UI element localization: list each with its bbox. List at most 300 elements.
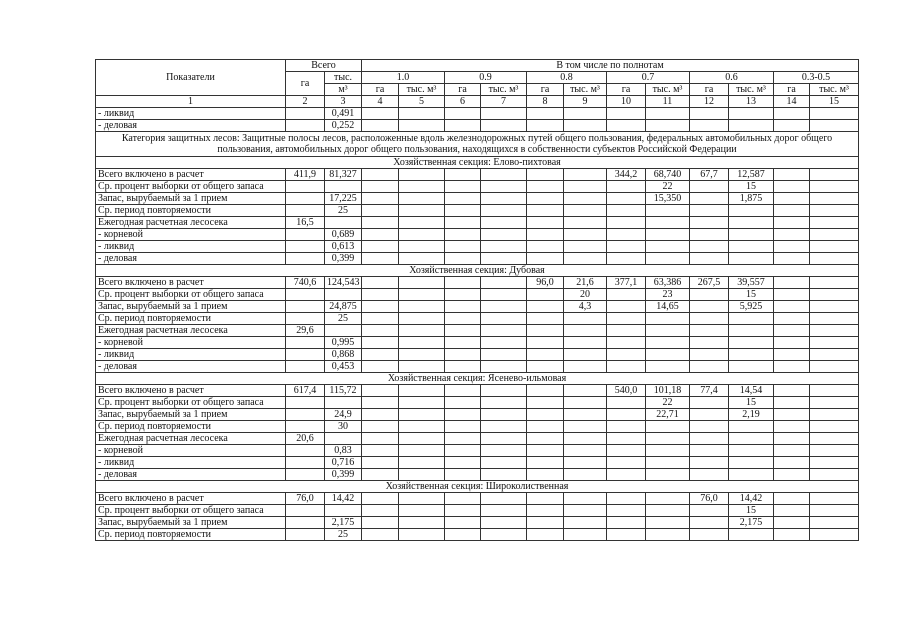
table-cell <box>690 253 729 265</box>
row-label: Всего включено в расчет <box>96 385 286 397</box>
table-cell <box>607 313 646 325</box>
category-title: Категория защитных лесов: Защитные полосы лесов, расположенные вдоль железнодорожных путей общего пользования, федеральных автомобильных дорог общего пользования, автомобильных дорог общего пользования, находящихся в собственности субъектов Российской Федерации <box>96 132 859 157</box>
table-cell <box>399 493 445 505</box>
table-cell <box>481 457 527 469</box>
table-cell <box>729 349 774 361</box>
table-cell <box>607 193 646 205</box>
section-title: Хозяйственная секция: Ясенево-ильмовая <box>96 373 859 385</box>
table-cell <box>445 241 481 253</box>
table-cell <box>774 229 810 241</box>
table-cell <box>646 349 690 361</box>
table-cell <box>729 217 774 229</box>
table-cell <box>481 469 527 481</box>
table-row <box>96 205 859 217</box>
table-cell <box>729 120 774 132</box>
table-cell <box>399 205 445 217</box>
table-cell <box>286 205 325 217</box>
row-label: Всего включено в расчет <box>96 169 286 181</box>
table-cell <box>729 337 774 349</box>
row-label: - деловая <box>96 361 286 373</box>
section-title: Хозяйственная секция: Елово-пихтовая <box>96 157 859 169</box>
table-cell <box>646 493 690 505</box>
table-cell <box>774 445 810 457</box>
table-cell <box>399 181 445 193</box>
table-row <box>96 325 859 337</box>
header-indicators: Показатели <box>96 60 286 96</box>
table-cell <box>810 289 859 301</box>
table-cell <box>774 397 810 409</box>
table-cell <box>729 421 774 433</box>
table-cell <box>810 253 859 265</box>
table-cell <box>362 181 399 193</box>
table-cell <box>362 505 399 517</box>
row-label: Ср. период повторяемости <box>96 313 286 325</box>
section-title: Хозяйственная секция: Дубовая <box>96 265 859 277</box>
table-cell <box>646 529 690 541</box>
table-cell <box>527 181 564 193</box>
table-cell <box>527 517 564 529</box>
table-cell <box>527 241 564 253</box>
table-cell <box>690 181 729 193</box>
table-cell <box>286 409 325 421</box>
table-cell <box>286 349 325 361</box>
table-row <box>96 241 859 253</box>
table-cell <box>527 229 564 241</box>
table-cell <box>325 505 362 517</box>
table-row <box>96 289 859 301</box>
table-cell <box>481 277 527 289</box>
table-cell <box>690 457 729 469</box>
table-cell: 1,875 <box>729 193 774 205</box>
table-cell <box>362 529 399 541</box>
table-row <box>96 313 859 325</box>
table-cell <box>362 397 399 409</box>
table-cell: 2,175 <box>325 517 362 529</box>
table-cell <box>362 433 399 445</box>
row-label: Запас, вырубаемый за 1 прием <box>96 409 286 421</box>
table-cell <box>810 409 859 421</box>
table-cell <box>607 253 646 265</box>
table-cell <box>481 241 527 253</box>
table-cell <box>527 433 564 445</box>
table-cell <box>362 108 399 120</box>
table-cell: 0,453 <box>325 361 362 373</box>
table-cell <box>527 289 564 301</box>
table-cell <box>399 361 445 373</box>
table-cell <box>810 529 859 541</box>
table-cell <box>399 289 445 301</box>
table-cell <box>607 337 646 349</box>
header-unit-ha: га <box>690 84 729 96</box>
table-cell <box>362 361 399 373</box>
table-cell <box>445 421 481 433</box>
table-cell <box>690 397 729 409</box>
table-cell <box>646 457 690 469</box>
table-cell <box>481 205 527 217</box>
table-cell <box>729 433 774 445</box>
table-cell <box>564 120 607 132</box>
table-cell <box>774 433 810 445</box>
table-cell <box>481 325 527 337</box>
table-cell <box>774 517 810 529</box>
table-cell: 377,1 <box>607 277 646 289</box>
table-cell <box>774 217 810 229</box>
header-density-6: 0.3-0.5 <box>774 72 859 84</box>
table-cell <box>729 241 774 253</box>
table-cell <box>564 505 607 517</box>
table-cell <box>481 253 527 265</box>
table-cell: 96,0 <box>527 277 564 289</box>
table-cell: 25 <box>325 313 362 325</box>
table-cell <box>362 217 399 229</box>
table-cell <box>607 457 646 469</box>
column-number: 14 <box>774 96 810 108</box>
table-cell <box>646 469 690 481</box>
table-cell <box>481 433 527 445</box>
table-cell <box>774 361 810 373</box>
table-cell <box>527 205 564 217</box>
table-cell <box>564 397 607 409</box>
table-cell <box>810 181 859 193</box>
table-cell <box>325 397 362 409</box>
table-row <box>96 517 859 529</box>
table-cell <box>646 108 690 120</box>
table-cell <box>527 529 564 541</box>
table-cell <box>564 493 607 505</box>
table-cell: 0,83 <box>325 445 362 457</box>
table-cell <box>564 169 607 181</box>
table-cell: 0,613 <box>325 241 362 253</box>
table-cell <box>362 241 399 253</box>
table-cell <box>362 205 399 217</box>
table-cell: 20 <box>564 289 607 301</box>
table-cell <box>810 505 859 517</box>
table-cell <box>362 421 399 433</box>
table-cell <box>527 505 564 517</box>
header-unit-volume: тыс. м³ <box>481 84 527 96</box>
row-label: Запас, вырубаемый за 1 прием <box>96 301 286 313</box>
header-density-5: 0.6 <box>690 72 774 84</box>
table-cell <box>362 253 399 265</box>
table-cell <box>774 301 810 313</box>
table-cell <box>445 169 481 181</box>
table-cell <box>362 493 399 505</box>
table-cell <box>690 193 729 205</box>
table-row <box>96 193 859 205</box>
row-label: Ежегодная расчетная лесосека <box>96 217 286 229</box>
table-cell <box>607 517 646 529</box>
table-cell <box>445 325 481 337</box>
table-cell <box>481 493 527 505</box>
column-number: 15 <box>810 96 859 108</box>
table-cell <box>286 445 325 457</box>
table-cell <box>564 457 607 469</box>
section-row <box>96 265 859 277</box>
table-cell <box>774 169 810 181</box>
table-cell: 740,6 <box>286 277 325 289</box>
table-row <box>96 169 859 181</box>
table-cell <box>774 349 810 361</box>
table-cell <box>607 421 646 433</box>
table-cell <box>286 517 325 529</box>
table-cell: 12,587 <box>729 169 774 181</box>
document-sheet <box>95 59 859 541</box>
table-cell: 2,19 <box>729 409 774 421</box>
table-cell <box>399 385 445 397</box>
table-cell <box>286 120 325 132</box>
table-cell <box>481 301 527 313</box>
table-cell <box>810 493 859 505</box>
row-label: Запас, вырубаемый за 1 прием <box>96 517 286 529</box>
header-unit-ha: га <box>607 84 646 96</box>
table-cell <box>810 361 859 373</box>
table-cell <box>527 313 564 325</box>
header-unit-ha: га <box>445 84 481 96</box>
forest-calculation-table <box>95 59 859 541</box>
column-number: 7 <box>481 96 527 108</box>
table-cell <box>362 120 399 132</box>
table-cell <box>445 181 481 193</box>
table-cell: 15 <box>729 505 774 517</box>
table-cell <box>564 445 607 457</box>
table-cell <box>445 385 481 397</box>
table-cell <box>325 325 362 337</box>
section-row <box>96 373 859 385</box>
table-cell <box>527 493 564 505</box>
table-cell <box>646 253 690 265</box>
table-cell <box>399 229 445 241</box>
table-cell <box>810 433 859 445</box>
section-row <box>96 157 859 169</box>
table-cell <box>607 108 646 120</box>
table-cell <box>564 253 607 265</box>
table-cell <box>564 469 607 481</box>
header-density-2: 0.9 <box>445 72 527 84</box>
table-cell: 22,71 <box>646 409 690 421</box>
column-number: 11 <box>646 96 690 108</box>
table-cell <box>286 181 325 193</box>
table-cell <box>690 409 729 421</box>
table-cell <box>445 313 481 325</box>
table-cell <box>481 385 527 397</box>
table-cell <box>399 108 445 120</box>
table-cell <box>646 205 690 217</box>
table-cell <box>774 108 810 120</box>
row-label: Всего включено в расчет <box>96 493 286 505</box>
table-cell: 0,491 <box>325 108 362 120</box>
table-cell <box>527 457 564 469</box>
table-cell <box>399 409 445 421</box>
table-cell <box>481 120 527 132</box>
table-cell <box>286 457 325 469</box>
table-cell: 25 <box>325 529 362 541</box>
table-cell: 21,6 <box>564 277 607 289</box>
table-cell <box>362 313 399 325</box>
column-number: 12 <box>690 96 729 108</box>
table-cell <box>362 409 399 421</box>
column-number: 4 <box>362 96 399 108</box>
table-cell: 14,54 <box>729 385 774 397</box>
table-cell <box>445 397 481 409</box>
table-cell <box>362 457 399 469</box>
header-total-ha: га <box>286 72 325 96</box>
table-row <box>96 361 859 373</box>
table-cell <box>607 529 646 541</box>
table-cell <box>564 349 607 361</box>
table-cell <box>445 457 481 469</box>
row-label: Ср. период повторяемости <box>96 421 286 433</box>
table-cell: 0,399 <box>325 253 362 265</box>
row-label: Ср. период повторяемости <box>96 529 286 541</box>
table-cell: 0,716 <box>325 457 362 469</box>
table-cell <box>564 385 607 397</box>
table-cell <box>399 325 445 337</box>
header-unit-volume: тыс. м³ <box>810 84 859 96</box>
table-cell: 29,6 <box>286 325 325 337</box>
table-cell <box>690 301 729 313</box>
table-cell <box>690 229 729 241</box>
table-cell <box>286 505 325 517</box>
table-cell <box>481 349 527 361</box>
table-cell <box>399 397 445 409</box>
table-cell: 14,42 <box>325 493 362 505</box>
table-cell <box>646 217 690 229</box>
table-cell <box>445 337 481 349</box>
table-row <box>96 469 859 481</box>
table-cell <box>729 445 774 457</box>
table-cell: 76,0 <box>690 493 729 505</box>
section-row <box>96 481 859 493</box>
table-cell <box>564 229 607 241</box>
table-cell <box>445 120 481 132</box>
table-cell <box>564 409 607 421</box>
table-cell <box>399 457 445 469</box>
table-cell <box>810 193 859 205</box>
table-cell <box>774 505 810 517</box>
table-cell <box>810 385 859 397</box>
table-cell <box>564 337 607 349</box>
table-cell <box>564 193 607 205</box>
table-cell: 24,9 <box>325 409 362 421</box>
table-cell: 0,399 <box>325 469 362 481</box>
table-cell <box>607 493 646 505</box>
table-cell: 0,252 <box>325 120 362 132</box>
table-cell <box>399 469 445 481</box>
table-cell: 14,65 <box>646 301 690 313</box>
table-cell <box>527 445 564 457</box>
table-cell <box>325 181 362 193</box>
row-label: Ср. период повторяемости <box>96 205 286 217</box>
table-cell <box>564 517 607 529</box>
table-row <box>96 181 859 193</box>
table-cell <box>286 421 325 433</box>
table-cell: 23 <box>646 289 690 301</box>
table-cell: 4,3 <box>564 301 607 313</box>
table-cell <box>607 289 646 301</box>
table-row <box>96 229 859 241</box>
table-cell <box>810 169 859 181</box>
table-cell <box>399 445 445 457</box>
column-number: 9 <box>564 96 607 108</box>
table-cell <box>774 181 810 193</box>
column-number: 1 <box>96 96 286 108</box>
table-cell <box>286 289 325 301</box>
table-cell <box>729 469 774 481</box>
row-label: - корневой <box>96 445 286 457</box>
table-cell <box>564 205 607 217</box>
table-cell <box>774 277 810 289</box>
table-cell <box>729 253 774 265</box>
table-cell <box>362 517 399 529</box>
table-cell <box>527 301 564 313</box>
table-cell <box>527 217 564 229</box>
table-cell <box>690 445 729 457</box>
table-cell <box>481 108 527 120</box>
table-cell <box>564 529 607 541</box>
table-cell <box>481 229 527 241</box>
table-cell <box>607 361 646 373</box>
table-cell: 68,740 <box>646 169 690 181</box>
table-cell <box>774 325 810 337</box>
table-cell <box>810 313 859 325</box>
table-cell <box>774 313 810 325</box>
column-number: 3 <box>325 96 362 108</box>
table-cell <box>774 385 810 397</box>
table-cell <box>481 421 527 433</box>
table-cell <box>690 108 729 120</box>
table-cell <box>690 337 729 349</box>
row-label: Всего включено в расчет <box>96 277 286 289</box>
table-row <box>96 253 859 265</box>
table-cell <box>286 469 325 481</box>
table-cell: 14,42 <box>729 493 774 505</box>
table-cell <box>690 421 729 433</box>
table-cell <box>481 169 527 181</box>
table-cell: 617,4 <box>286 385 325 397</box>
row-label: Ср. процент выборки от общего запаса <box>96 505 286 517</box>
table-cell <box>445 193 481 205</box>
table-cell <box>399 301 445 313</box>
table-cell <box>445 469 481 481</box>
table-cell <box>607 241 646 253</box>
row-label: - корневой <box>96 229 286 241</box>
header-density-3: 0.8 <box>527 72 607 84</box>
table-cell <box>607 325 646 337</box>
table-cell <box>646 361 690 373</box>
table-cell <box>527 469 564 481</box>
table-cell: 344,2 <box>607 169 646 181</box>
row-label: - деловая <box>96 253 286 265</box>
table-cell <box>810 445 859 457</box>
table-cell <box>607 397 646 409</box>
table-cell <box>810 217 859 229</box>
table-cell <box>362 469 399 481</box>
row-label: - ликвид <box>96 349 286 361</box>
table-cell: 20,6 <box>286 433 325 445</box>
table-cell <box>445 361 481 373</box>
table-cell <box>527 361 564 373</box>
row-label: - ликвид <box>96 108 286 120</box>
table-cell <box>646 421 690 433</box>
table-cell: 76,0 <box>286 493 325 505</box>
header-unit-volume: тыс. м³ <box>399 84 445 96</box>
row-label: - ликвид <box>96 241 286 253</box>
table-cell <box>774 529 810 541</box>
table-cell <box>362 445 399 457</box>
table-cell: 0,689 <box>325 229 362 241</box>
table-cell <box>774 205 810 217</box>
table-cell <box>774 421 810 433</box>
